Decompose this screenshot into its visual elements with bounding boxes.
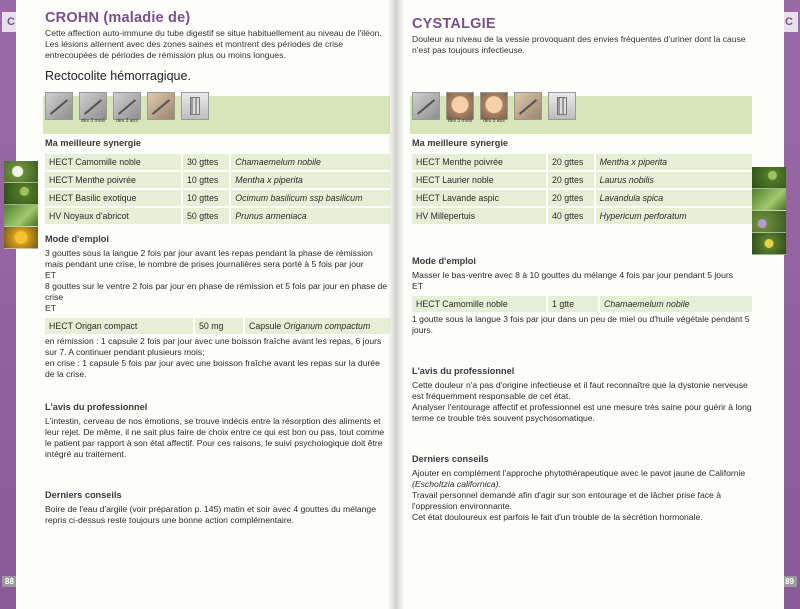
table-row: HECT Lavande aspic 20 gttes Lavandula spica <box>412 190 752 206</box>
avis-line: Cette douleur n'a pas d'origine infectieuse et il faut reconnaître que la dystonie nerveuse est fréquemment responsable de cet état. <box>412 380 748 401</box>
mode-line: Masser le bas-ventre avec 8 à 10 gouttes du mélange 4 fois par jour pendant 5 jours <box>412 270 734 280</box>
single-oil-text: 1 goutte sous la langue 3 fois par jour dans un peu de miel ou d'huile végétale pendant 5 jours. <box>412 314 750 335</box>
table-row: HV Noyaux d'abricot 50 gttes Prunus armeniaca <box>45 208 390 224</box>
skin-application-icon <box>514 92 542 120</box>
right-letter-tab: C <box>780 12 798 32</box>
left-edge-strip <box>0 0 16 609</box>
baby-warning-icon: dès 3 mois <box>79 92 107 120</box>
avis-title: L'avis du professionnel <box>412 366 515 376</box>
baby-face-icon: dès 3 mois <box>446 92 474 120</box>
left-page-number: 88 <box>2 576 17 587</box>
mode-line: 8 gouttes sur le ventre 2 fois par jour en phase de rémission et 5 fois par jour en phase de crise <box>45 281 388 302</box>
right-page <box>396 0 784 609</box>
avis-line: Analyser l'entourage affectif et professionnel est une mesure très saine pour guérir à long terme ce trouble très souvent psychosomatique. <box>412 402 752 423</box>
page-title: CYSTALGIE <box>412 16 496 32</box>
capsule-line: en rémission : 1 capsule 2 fois par jour avec une boisson fraîche avant les repas, 6 jours sur 7. A continuer pendant plusieurs mois; <box>45 336 382 357</box>
pregnancy-warning-icon <box>412 92 440 120</box>
mode-title: Mode d'emploi <box>45 234 109 244</box>
right-edge-strip <box>784 0 800 609</box>
pregnancy-warning-icon <box>45 92 73 120</box>
mode-line: ET <box>45 303 56 313</box>
mode-line: ET <box>45 270 56 280</box>
avis-title: L'avis du professionnel <box>45 402 148 412</box>
right-page-number: 89 <box>782 576 797 587</box>
mint-photo <box>4 183 38 205</box>
synergie-table <box>45 152 390 226</box>
left-letter-tab: C <box>2 12 20 32</box>
apricot-photo <box>4 227 38 249</box>
intro-text: Douleur au niveau de la vessie provoquant des envies fréquentes d'uriner dont la cause n'est pas toujours infectieuse. <box>412 34 746 55</box>
synergie-title: Ma meilleure synergie <box>45 138 142 148</box>
essential-oil-bottle-icon <box>548 92 576 120</box>
conseils-title: Derniers conseils <box>45 490 122 500</box>
mint-photo <box>752 167 786 189</box>
synergie-table <box>412 152 752 226</box>
basil-photo <box>4 205 38 227</box>
mode-line: 3 gouttes sous la langue 2 fois par jour avant les repas pendant la phase de rémission mais pendant une crise, le nombre de prises journalières sera porté à 5 fois par jour <box>45 248 373 269</box>
table-row: HECT Menthe poivrée 10 gttes Mentha x piperita <box>45 172 390 188</box>
left-plant-photos <box>4 161 38 249</box>
table-row: HV Millepertuis 40 gttes Hypericum perforatum <box>412 208 752 224</box>
st-johns-wort-photo <box>752 233 786 255</box>
conseils-title: Derniers conseils <box>412 454 489 464</box>
capsule-line: en crise : 1 capsule 5 fois par jour avec une boisson fraîche avant les repas sur la durée de la crise. <box>45 358 380 379</box>
skin-application-icon <box>147 92 175 120</box>
table-row: HECT Camomille noble 30 gttes Chamaemelum nobile <box>45 154 390 170</box>
laurel-photo <box>752 189 786 211</box>
lavender-photo <box>752 211 786 233</box>
intro-text: Cette affection auto-immune du tube digestif se situe habituellement au niveau de l'iléon. Les lésions alternent avec des zones saines et montrent des périodes de crise entrecoupées de périodes de rémission plus ou moins longues. <box>45 28 382 60</box>
camomile-photo <box>4 161 38 183</box>
left-page <box>16 0 396 609</box>
synergie-title: Ma meilleure synergie <box>412 138 509 148</box>
conseils-line: Cet état douloureux est parfois le fait d'un trouble de la sécrétion hormonale. <box>412 512 703 522</box>
essential-oil-bottle-icon <box>181 92 209 120</box>
table-row: HECT Laurier noble 20 gttes Laurus nobilis <box>412 172 752 188</box>
mode-line: ET <box>412 281 423 291</box>
table-row: HECT Menthe poivrée 20 gttes Mentha x piperita <box>412 154 752 170</box>
conseils-line: Ajouter en complément l'approche phytothérapeutique avec le pavot jaune de Californie (EschoItzia californica). <box>412 468 746 489</box>
avis-text: L'intestin, cerveau de nos émotions, se trouve indécis entre la résorption des aliments et leur rejet. De même, il ne sait plus faire de choix entre ce qui est bon ou pas, tout comme le patient par rapport à son état affectif. Pour ces raisons, le suivi psychologique doit être intégré au traitement. <box>45 416 385 459</box>
precaution-icons-bar <box>43 96 390 134</box>
conseils-text: Boire de l'eau d'argile (voir préparation p. 145) matin et soir avec 4 gouttes du mélange repris ci-dessus reste toujours une bonne action complémentaire. <box>45 504 376 525</box>
right-page-content <box>412 16 752 523</box>
child-warning-icon: dès 3 ans <box>113 92 141 120</box>
subtitle: Rectocolite hémorragique. <box>45 69 191 83</box>
capsule-row: HECT Origan compact 50 mg Capsule Origanum compactum <box>45 318 390 334</box>
table-row: HECT Basilic exotique 10 gttes Ocimum basilicum ssp basilicum <box>45 190 390 206</box>
page-title: CROHN (maladie de) <box>45 10 191 26</box>
precaution-icons <box>45 92 209 124</box>
conseils-line: Travail personnel demandé afin d'agir sur son entourage et de lâcher prise face à l'oppression environnante. <box>412 490 721 511</box>
mode-title: Mode d'emploi <box>412 256 476 266</box>
child-face-icon: dès 3 ans <box>480 92 508 120</box>
precaution-icons <box>412 92 576 124</box>
single-oil-row: HECT Camomille noble 1 gtte Chamaemelum nobile <box>412 296 752 312</box>
precaution-icons-bar <box>410 96 752 134</box>
left-page-content <box>45 10 390 526</box>
right-plant-photos <box>752 167 786 255</box>
